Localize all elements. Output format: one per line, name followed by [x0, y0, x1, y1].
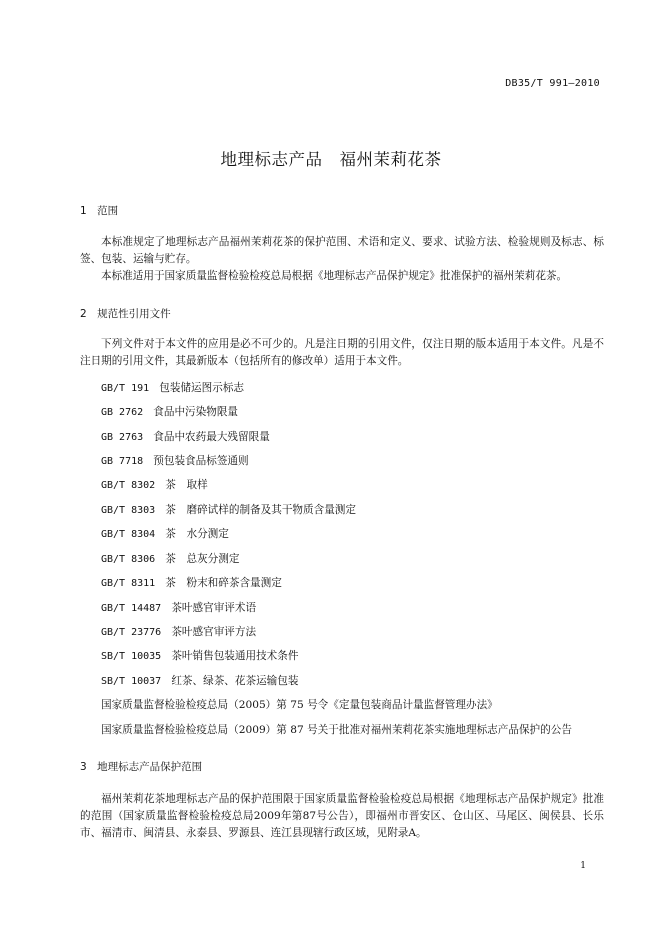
- reference-code: GB 2763: [101, 432, 144, 443]
- section-heading-protection-scope: 3 地理标志产品保护范围: [80, 761, 203, 773]
- reference-code: SB/T 10037: [101, 676, 162, 687]
- reference-item: [101, 575, 282, 590]
- reference-title: 茶叶销售包装通用技术条件: [171, 650, 299, 662]
- reference-title: 茶 取样: [165, 479, 208, 491]
- reference-title: 红茶、绿茶、花茶运输包装: [171, 675, 299, 687]
- reference-item: [101, 404, 238, 419]
- reference-code: GB/T 8302: [101, 480, 156, 491]
- page-number: 1: [580, 861, 586, 871]
- document-number: DB35/T 991—2010: [505, 78, 600, 89]
- reference-code: GB/T 14487: [101, 603, 162, 614]
- reference-code: SB/T 10035: [101, 651, 162, 662]
- reference-item: [101, 600, 256, 615]
- reference-item: [101, 380, 244, 395]
- document-title: 地理标志产品 福州茉莉花茶: [220, 150, 442, 169]
- paragraph: 本标准规定了地理标志产品福州茉莉花茶的保护范围、术语和定义、要求、试验方法、检验规则及标志、标签、包装、运输与贮存。: [80, 236, 604, 265]
- reference-title: 包装储运图示标志: [159, 382, 245, 394]
- reference-code: GB/T 191: [101, 383, 150, 394]
- reference-item: [101, 429, 270, 444]
- paragraph: 福州茉莉花茶地理标志产品的保护范围限于国家质量监督检验检疫总局根据《地理标志产品保护规定》批准的范围（国家质量监督检验检疫总局2009年第87号公告），即福州市晋安区、仓山区、马尾区、闽侯县、长乐市、福清市、闽清县、永泰县、罗源县、连江县现辖行政区域，见附录A。: [80, 793, 604, 839]
- reference-title: 食品中污染物限量: [153, 406, 239, 418]
- reference-code: GB 7718: [101, 456, 144, 467]
- reference-title: 茶叶感官审评方法: [171, 626, 257, 638]
- reference-code: GB/T 8311: [101, 578, 156, 589]
- reference-title: 茶叶感官审评术语: [171, 602, 257, 614]
- reference-item: [101, 673, 298, 688]
- reference-title: 茶 总灰分测定: [165, 553, 240, 565]
- reference-title: 茶 粉末和碎茶含量测定: [165, 577, 282, 589]
- section-heading-scope: 1 范围: [80, 205, 119, 217]
- reference-code: GB/T 23776: [101, 627, 162, 638]
- reference-code: GB 2762: [101, 407, 144, 418]
- reference-code: GB/T 8306: [101, 554, 156, 565]
- reference-title: 茶 磨碎试样的制备及其干物质含量测定: [165, 504, 356, 516]
- paragraph: 下列文件对于本文件的应用是必不可少的。凡是注日期的引用文件，仅注日期的版本适用于本文件。凡是不注日期的引用文件，其最新版本（包括所有的修改单）适用于本文件。: [80, 338, 604, 367]
- reference-item: [101, 502, 356, 517]
- reference-item: [101, 477, 208, 492]
- reference-code: GB/T 8303: [101, 505, 156, 516]
- reference-item: [101, 526, 229, 541]
- reference-item: [101, 551, 239, 566]
- reference-code: GB/T 8304: [101, 529, 156, 540]
- reference-item: [101, 648, 298, 663]
- reference-title: 食品中农药最大残留限量: [153, 431, 270, 443]
- reference-notice: 国家质量监督检验检疫总局（2009）第 87 号关于批准对福州茉莉花茶实施地理标志产品保护的公告: [101, 724, 572, 736]
- reference-title: 茶 水分测定: [165, 528, 229, 540]
- paragraph: 本标准适用于国家质量监督检验检疫总局根据《地理标志产品保护规定》批准保护的福州茉莉花茶。: [101, 270, 568, 282]
- reference-item: [101, 453, 249, 468]
- reference-item: [101, 624, 256, 639]
- reference-notice: 国家质量监督检验检疫总局（2005）第 75 号令《定量包装商品计量监督管理办法》: [101, 699, 498, 711]
- section-heading-normative-references: 2 规范性引用文件: [80, 308, 171, 320]
- reference-title: 预包装食品标签通则: [153, 455, 249, 467]
